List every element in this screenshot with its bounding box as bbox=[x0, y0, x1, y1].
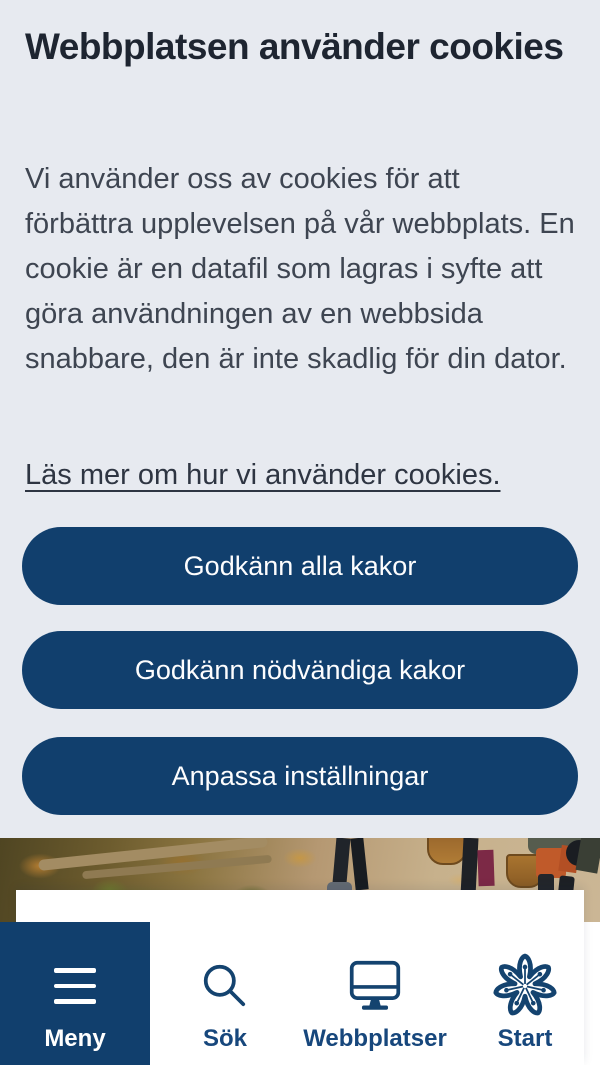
accept-necessary-cookies-button[interactable]: Godkänn nödvändiga kakor bbox=[22, 631, 578, 709]
photo-hiker-leg bbox=[350, 838, 368, 891]
accept-all-cookies-button[interactable]: Godkänn alla kakor bbox=[22, 527, 578, 605]
photo-hiker-leg bbox=[460, 838, 478, 896]
nav-item-label: Meny bbox=[44, 1025, 106, 1052]
hamburger-menu-icon bbox=[54, 953, 96, 1019]
cookie-read-more-link[interactable]: Läs mer om hur vi använder cookies. bbox=[25, 459, 501, 491]
nav-item-menu[interactable] bbox=[0, 922, 150, 1065]
cookie-banner-title: Webbplatsen använder cookies bbox=[25, 26, 564, 67]
customize-settings-button[interactable]: Anpassa inställningar bbox=[22, 737, 578, 815]
photo-sleeve bbox=[576, 838, 600, 874]
nav-item-websites[interactable] bbox=[300, 922, 450, 1065]
nav-item-label: Start bbox=[497, 1025, 553, 1052]
nav-item-label: Sök bbox=[202, 1025, 247, 1052]
nav-item-label: Webbplatser bbox=[303, 1025, 447, 1052]
photo-hiker-leg bbox=[477, 850, 494, 887]
flower-icon bbox=[491, 953, 559, 1019]
photo-wicker-basket bbox=[427, 838, 467, 865]
nav-item-search[interactable] bbox=[150, 922, 300, 1065]
search-icon bbox=[200, 953, 250, 1019]
cookie-banner-body-text: Vi använder oss av cookies för att förbättra upplevelsen på vår webbplats. En cookie är en datafil som lagras i syfte att göra användningen av en webbsida snabbare, den är inte skadlig för din dator. bbox=[25, 163, 575, 375]
monitor-icon bbox=[347, 953, 403, 1019]
nav-item-start[interactable] bbox=[450, 922, 600, 1065]
